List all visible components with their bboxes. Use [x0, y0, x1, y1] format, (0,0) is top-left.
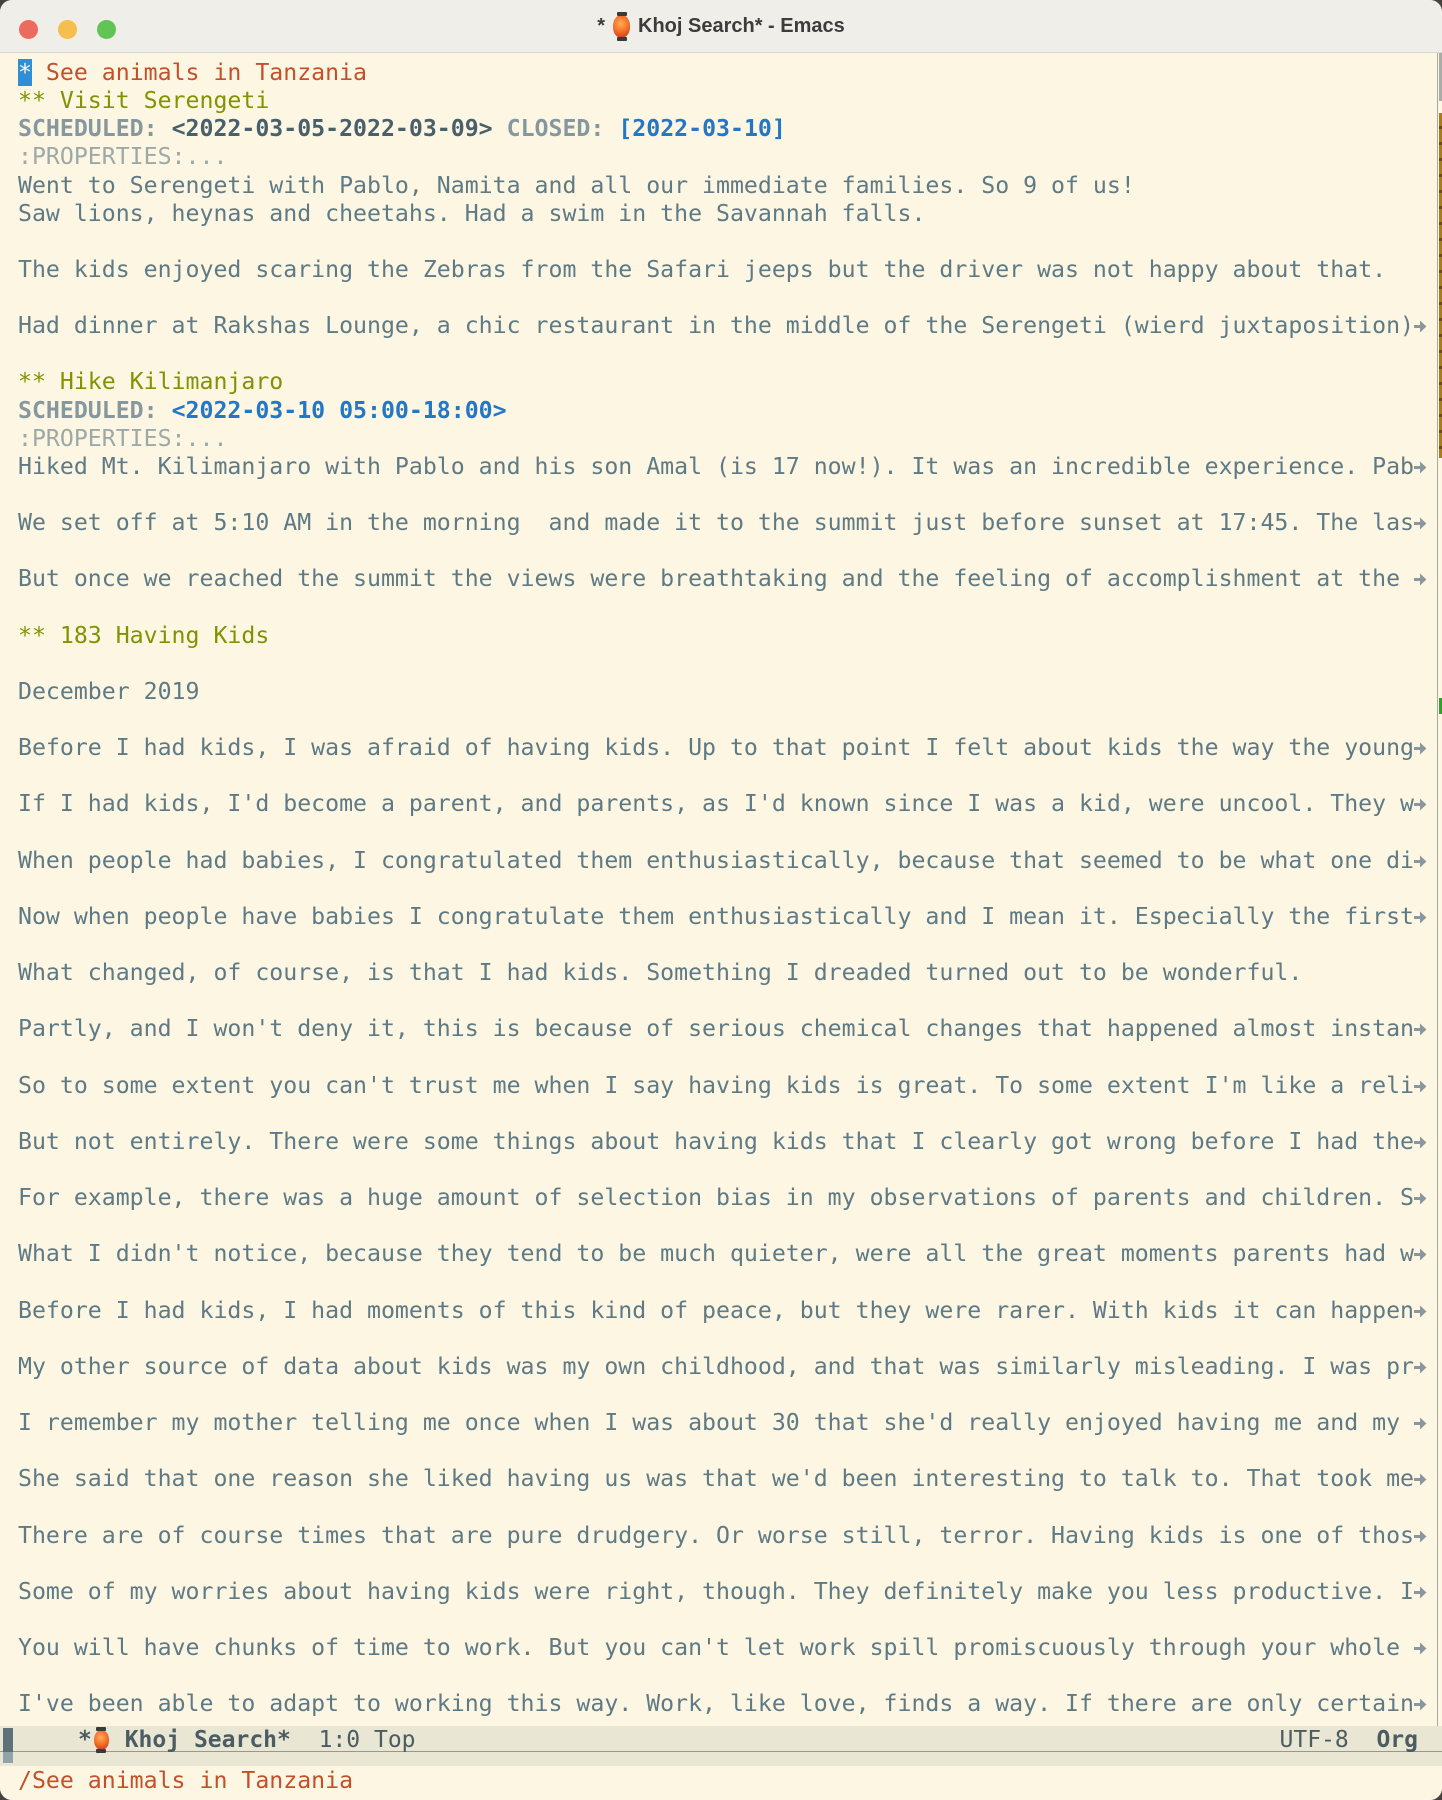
buffer-line[interactable]	[18, 622, 1430, 650]
buffer-line[interactable]	[18, 143, 1430, 171]
buffer-line[interactable]	[18, 706, 1430, 734]
buffer-line[interactable]	[18, 256, 1430, 284]
line-segment: ** Hike Kilimanjaro	[18, 368, 284, 396]
buffer-line[interactable]	[18, 1522, 1430, 1550]
line-segment: :PROPERTIES:...	[18, 143, 228, 171]
buffer-line[interactable]	[18, 1043, 1430, 1071]
buffer-line[interactable]	[18, 1297, 1430, 1325]
line-truncation-arrow-icon	[1413, 1191, 1428, 1206]
line-truncation-arrow-icon	[1413, 741, 1428, 756]
buffer-line[interactable]	[18, 1128, 1430, 1156]
modeline-spacer	[291, 1727, 319, 1753]
line-truncation-arrow-icon	[1413, 1079, 1428, 1094]
line-truncation-arrow-icon	[1413, 319, 1428, 334]
line-truncation-arrow-icon	[1413, 516, 1428, 531]
line-segment: When people had babies, I congratulated them enthusiastically, because that seemed to be what one di	[18, 846, 1415, 874]
line-truncation-arrow-icon	[1413, 797, 1428, 812]
line-segment: There are of course times that are pure drudgery. Or worse still, terror. Having kids is one of thos	[18, 1521, 1415, 1549]
modeline-major-mode[interactable]: Org	[1376, 1727, 1418, 1753]
buffer-line[interactable]	[18, 987, 1430, 1015]
line-segment: But once we reached the summit the views were breathtaking and the feeling of accomplishment at the	[18, 565, 1415, 593]
line-segment: :PROPERTIES:...	[18, 424, 228, 452]
modeline-buffer-info	[78, 1727, 416, 1753]
minibuffer-search-input[interactable]: /See animals in Tanzania	[18, 1767, 354, 1794]
line-segment: So to some extent you can't trust me when I say having kids is great. To some extent I'm like a reli	[18, 1071, 1415, 1099]
buffer-line[interactable]	[18, 340, 1430, 368]
buffer-line[interactable]	[18, 87, 1430, 115]
buffer-line[interactable]	[18, 1606, 1430, 1634]
modeline	[0, 1726, 1442, 1766]
line-truncation-arrow-icon	[1413, 1529, 1428, 1544]
line-segment: December 2019	[18, 677, 200, 705]
line-segment: Saw lions, heynas and cheetahs. Had a swim in the Savannah falls.	[18, 199, 926, 227]
buffer-line[interactable]	[18, 1268, 1430, 1296]
line-segment: She said that one reason she liked having us was that we'd been interesting to talk to. That took me	[18, 1465, 1415, 1493]
buffer-line[interactable]	[18, 650, 1430, 678]
line-segment: ** 183 Having Kids	[18, 621, 270, 649]
buffer-line[interactable]	[18, 1437, 1430, 1465]
line-segment: SCHEDULED:	[18, 115, 172, 143]
buffer-line[interactable]	[18, 593, 1430, 621]
buffer-line[interactable]	[18, 312, 1430, 340]
line-segment: [2022-03-10]	[618, 115, 786, 143]
buffer-line[interactable]	[18, 1690, 1430, 1718]
buffer-line[interactable]	[18, 1240, 1430, 1268]
line-segment: What I didn't notice, because they tend to be much quieter, were all the great moments parents had w	[18, 1240, 1415, 1268]
line-segment: ** Visit Serengeti	[18, 87, 270, 115]
line-segment: SCHEDULED:	[18, 396, 172, 424]
buffer-line[interactable]	[18, 481, 1430, 509]
buffer-line[interactable]	[18, 115, 1430, 143]
text-cursor: *	[18, 59, 32, 86]
buffer-line[interactable]	[18, 1634, 1430, 1662]
buffer-line[interactable]	[18, 818, 1430, 846]
line-segment	[493, 115, 507, 142]
line-segment: Some of my worries about having kids were right, though. They definitely make you less productive. I	[18, 1577, 1415, 1605]
modeline-spacer	[1349, 1727, 1377, 1753]
line-segment: Now when people have babies I congratulate them enthusiastically and I mean it. Especially the first	[18, 902, 1415, 930]
lantern-icon	[613, 15, 630, 38]
line-segment: I remember my mother telling me once when I was about 30 that she'd really enjoyed having me and my	[18, 1409, 1415, 1436]
line-segment: <2022-03-05-2022-03-09>	[171, 115, 493, 143]
line-truncation-arrow-icon	[1413, 1304, 1428, 1319]
line-segment: Went to Serengeti with Pablo, Namita and all our immediate families. So 9 of us!	[18, 171, 1135, 199]
buffer-line[interactable]	[18, 368, 1430, 396]
buffer-line[interactable]	[18, 1465, 1430, 1493]
line-segment: See animals in Tanzania	[31, 59, 368, 86]
window-edge-sliver	[1437, 53, 1442, 1726]
line-truncation-arrow-icon	[1413, 910, 1428, 925]
buffer-line[interactable]	[18, 1550, 1430, 1578]
buffer-line[interactable]	[18, 1409, 1430, 1437]
buffer-line[interactable]	[18, 425, 1430, 453]
line-segment: You will have chunks of time to work. But you can't let work spill promiscuously through your whole	[18, 1634, 1415, 1661]
titlebar	[0, 0, 1442, 53]
modeline-position: 1:0 Top	[318, 1727, 416, 1753]
title-prefix: *	[597, 15, 606, 37]
buffer-line[interactable]	[18, 537, 1430, 565]
line-segment: We set off at 5:10 AM in the morning and made it to the summit just before sunset at 17:45. The las	[18, 509, 1415, 536]
buffer-line[interactable]	[18, 1381, 1430, 1409]
line-truncation-arrow-icon	[1413, 572, 1428, 587]
line-segment: But not entirely. There were some things about having kids that I clearly got wrong before I had the	[18, 1127, 1415, 1155]
buffer-line[interactable]	[18, 397, 1430, 425]
buffer-line[interactable]	[18, 875, 1430, 903]
line-segment: Had dinner at Rakshas Lounge, a chic restaurant in the middle of the Serengeti (wierd juxtaposition)	[18, 312, 1415, 340]
minibuffer[interactable]	[0, 1766, 1442, 1800]
modeline-encoding: UTF-8	[1279, 1727, 1349, 1753]
line-segment: Before I had kids, I had moments of this kind of peace, but they were rarer. With kids it can happen	[18, 1296, 1415, 1324]
buffer-line[interactable]	[18, 565, 1430, 593]
modeline-buffer-prefix: *	[78, 1727, 92, 1753]
buffer-line[interactable]	[18, 790, 1430, 818]
buffer-line[interactable]	[18, 1156, 1430, 1184]
buffer-line[interactable]	[18, 931, 1430, 959]
buffer-line[interactable]	[18, 847, 1430, 875]
buffer-line[interactable]	[18, 762, 1430, 790]
line-segment: Hiked Mt. Kilimanjaro with Pablo and his son Amal (is 17 now!). It was an incredible experience. Pab	[18, 452, 1415, 480]
buffer-line[interactable]	[18, 284, 1430, 312]
window-title	[0, 0, 1442, 53]
buffer-line[interactable]	[18, 1212, 1430, 1240]
line-segment: I've been able to adapt to working this way. Work, like love, finds a way. If there are only certain	[18, 1690, 1415, 1718]
line-truncation-arrow-icon	[1413, 460, 1428, 475]
buffer-line[interactable]	[18, 228, 1430, 256]
line-truncation-arrow-icon	[1413, 1022, 1428, 1037]
buffer-line[interactable]	[18, 1578, 1430, 1606]
title-text: Khoj Search* - Emacs	[638, 15, 845, 37]
line-truncation-arrow-icon	[1413, 1641, 1428, 1656]
buffer-line[interactable]	[18, 678, 1430, 706]
line-segment: <2022-03-10 05:00-18:00>	[171, 396, 507, 424]
buffer-line[interactable]	[18, 1325, 1430, 1353]
line-truncation-arrow-icon	[1413, 1416, 1428, 1431]
line-truncation-arrow-icon	[1413, 1585, 1428, 1600]
lantern-icon	[94, 1730, 109, 1750]
buffer-line[interactable]	[18, 734, 1430, 762]
buffer-line[interactable]	[18, 59, 1430, 87]
buffer-line[interactable]	[18, 1662, 1430, 1690]
buffer-line[interactable]	[18, 509, 1430, 537]
buffer-line[interactable]	[18, 1184, 1430, 1212]
modeline-scrollbar-thumb[interactable]	[3, 1728, 13, 1763]
org-buffer[interactable]	[0, 53, 1437, 1726]
line-segment: CLOSED:	[506, 115, 619, 143]
buffer-line[interactable]	[18, 200, 1430, 228]
line-segment: What changed, of course, is that I had kids. Something I dreaded turned out to be wonderful.	[18, 959, 1303, 986]
line-truncation-arrow-icon	[1413, 1360, 1428, 1375]
modeline-status	[1280, 1727, 1419, 1753]
line-truncation-arrow-icon	[1413, 854, 1428, 869]
line-truncation-arrow-icon	[1413, 1247, 1428, 1262]
buffer-line[interactable]	[18, 1493, 1430, 1521]
buffer-line[interactable]	[18, 1100, 1430, 1128]
line-truncation-arrow-icon	[1413, 1697, 1428, 1712]
line-segment: Before I had kids, I was afraid of having kids. Up to that point I felt about kids the way the young	[18, 734, 1415, 761]
buffer-line[interactable]	[18, 1353, 1430, 1381]
modeline-buffer-name[interactable]: Khoj Search*	[110, 1727, 291, 1753]
buffer-line[interactable]	[18, 1072, 1430, 1100]
line-segment: My other source of data about kids was my own childhood, and that was similarly misleading. I was pr	[18, 1352, 1415, 1380]
line-truncation-arrow-icon	[1413, 1135, 1428, 1150]
line-segment: If I had kids, I'd become a parent, and parents, as I'd known since I was a kid, were uncool. They w	[18, 790, 1415, 818]
line-segment: Partly, and I won't deny it, this is because of serious chemical changes that happened almost instan	[18, 1015, 1415, 1043]
line-segment: The kids enjoyed scaring the Zebras from the Safari jeeps but the driver was not happy about that.	[18, 255, 1387, 283]
buffer-line[interactable]	[18, 1015, 1430, 1043]
buffer-line[interactable]	[18, 903, 1430, 931]
buffer-line[interactable]	[18, 959, 1430, 987]
line-truncation-arrow-icon	[1413, 1472, 1428, 1487]
buffer-line[interactable]	[18, 453, 1430, 481]
buffer-line[interactable]	[18, 172, 1430, 200]
line-segment: For example, there was a huge amount of selection bias in my observations of parents and children. S	[18, 1184, 1415, 1211]
